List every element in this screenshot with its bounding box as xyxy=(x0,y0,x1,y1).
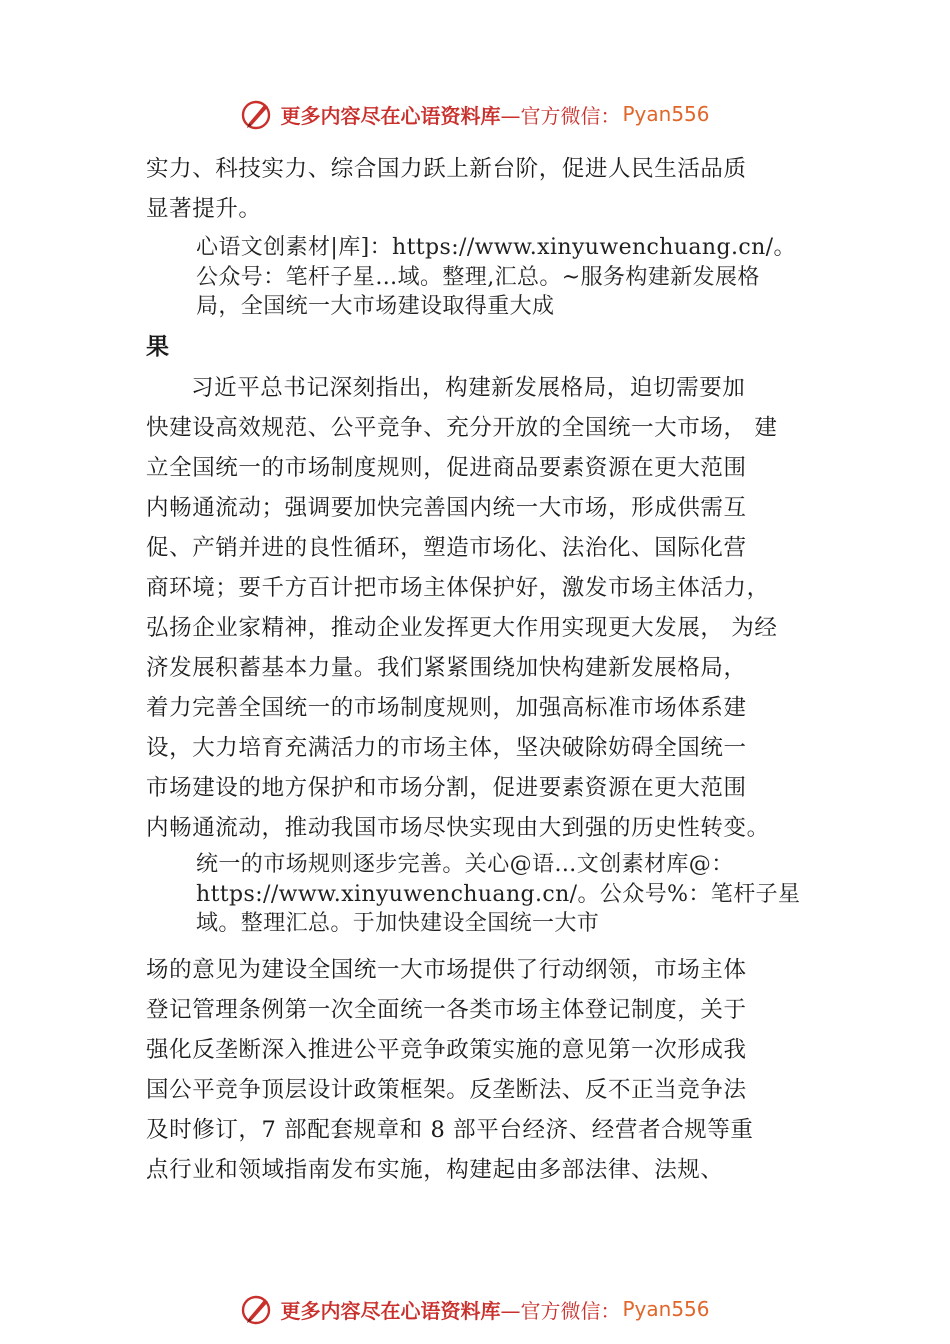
text-line: 显著提升。 xyxy=(146,196,262,222)
note-line: https://www.xinyuwenchuang.cn/。公众号%：笔杆子星 xyxy=(196,881,801,907)
text-line: 设，大力培育充满活力的市场主体，坚决破除妨碍全国统一 xyxy=(146,735,747,761)
pen-logo-icon xyxy=(240,1292,274,1326)
text-line: 着力完善全国统一的市场制度规则，加强高标准市场体系建 xyxy=(146,695,747,721)
text-line: 快建设高效规范、公平竞争、充分开放的全国统一大市场， 建 xyxy=(146,415,778,441)
banner-wechat-id: Pyan556 xyxy=(622,102,710,126)
text-line: 习近平总书记深刻指出，构建新发展格局，迫切需要加 xyxy=(191,375,746,401)
paragraph-1 xyxy=(146,149,820,229)
watermark-note-1 xyxy=(196,233,836,322)
text-line: 弘扬企业家精神，推动企业发挥更大作用实现更大发展， 为经 xyxy=(146,615,778,641)
text-line: 商环境；要千方百计把市场主体保护好，激发市场主体活力， xyxy=(146,575,770,601)
text-line: 内畅通流动，推动我国市场尽快实现由大到强的历史性转变。 xyxy=(146,815,770,841)
text-line: 点行业和领域指南发布实施，构建起由多部法律、法规、 xyxy=(146,1157,724,1183)
text-line: 内畅通流动；强调要加快完善国内统一大市场，形成供需互 xyxy=(146,495,747,521)
banner-lead: 更多内容尽在心语资料库 xyxy=(280,1298,501,1323)
pen-logo-icon xyxy=(240,97,274,131)
note-line: 局，全国统一大市场建设取得重大成 xyxy=(196,294,555,319)
text-line: 市场建设的地方保护和市场分割，促进要素资源在更大范围 xyxy=(146,775,747,801)
banner-tail: —官方微信： xyxy=(500,103,621,128)
note-line: 公众号：笔杆子星…域。整理,汇总。~服务构建新发展格 xyxy=(196,264,760,290)
header-banner xyxy=(0,94,950,134)
paragraph-2 xyxy=(146,368,820,848)
text-line: 强化反垄断深入推进公平竞争政策实施的意见第一次形成我 xyxy=(146,1037,747,1063)
paragraph-3 xyxy=(146,950,820,1190)
footer-banner xyxy=(0,1289,950,1329)
text-line: 实力、科技实力、综合国力跃上新台阶，促进人民生活品质 xyxy=(146,156,747,182)
banner-lead: 更多内容尽在心语资料库 xyxy=(280,103,501,128)
note-line: 心语文创素材|库]：https://www.xinyuwenchuang.cn/。 xyxy=(196,235,796,260)
text-line: 场的意见为建设全国统一大市场提供了行动纲领，市场主体 xyxy=(146,957,747,983)
watermark-note-2 xyxy=(196,850,836,939)
banner-tail: —官方微信： xyxy=(500,1298,621,1323)
text-line: 登记管理条例第一次全面统一各类市场主体登记制度，关于 xyxy=(146,997,747,1023)
text-line: 促、产销并进的良性循环，塑造市场化、法治化、国际化营 xyxy=(146,535,747,561)
note-line: 域。整理汇总。于加快建设全国统一大市 xyxy=(196,911,600,936)
text-line: 济发展积蓄基本力量。我们紧紧围绕加快构建新发展格局， xyxy=(146,655,747,681)
text-line: 立全国统一的市场制度规则，促进商品要素资源在更大范围 xyxy=(146,455,747,481)
banner-wechat-id: Pyan556 xyxy=(622,1297,710,1321)
note-line: 统一的市场规则逐步完善。关心@语…文创素材库@： xyxy=(196,852,734,877)
text-line: 及时修订，7 部配套规章和 8 部平台经济、经营者合规等重 xyxy=(146,1117,754,1143)
text-line: 国公平竞争顶层设计政策框架。反垄断法、反不正当竞争法 xyxy=(146,1077,747,1103)
section-heading: 果 xyxy=(146,334,169,360)
